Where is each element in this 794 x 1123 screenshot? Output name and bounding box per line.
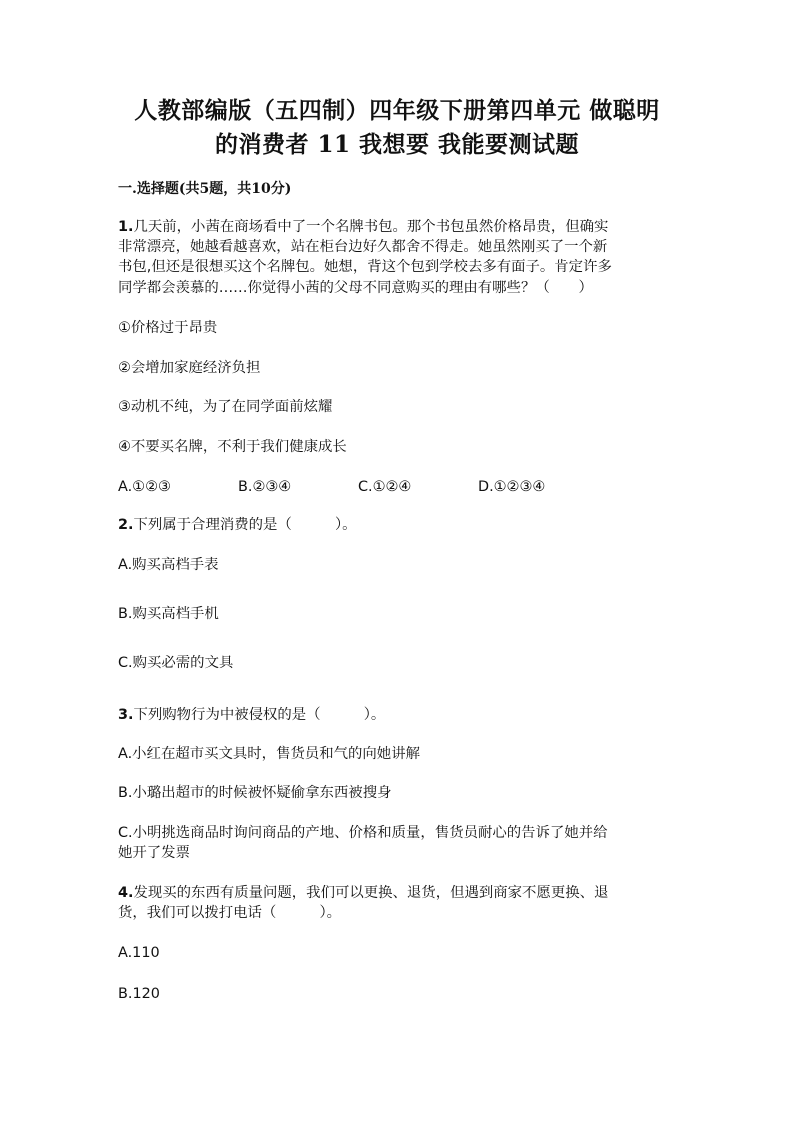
question-1-text-4: 同学都会羡慕的……你觉得小茜的父母不同意购买的理由有哪些？（ ） bbox=[118, 280, 593, 296]
question-2-option-a[interactable]: A.购买高档手表 bbox=[118, 557, 219, 573]
question-1-statement-4: ④不要买名牌，不利于我们健康成长 bbox=[118, 439, 347, 455]
question-4-option-b[interactable]: B.120 bbox=[118, 986, 160, 1002]
question-1-option-a[interactable]: A.①②③ bbox=[118, 479, 171, 495]
question-2-text: 下列属于合理消费的是（ ）。 bbox=[133, 517, 357, 533]
question-1-option-d[interactable]: D.①②③④ bbox=[478, 479, 546, 495]
question-3-line bbox=[118, 705, 385, 725]
question-1-text-3: 书包,但还是很想买这个名牌包。她想，背这个包到学校去多有面子。肯定许多 bbox=[118, 259, 612, 275]
document-title-line-1: 人教部编版（五四制）四年级下册第四单元 做聪明 bbox=[134, 97, 660, 124]
question-1-number: 1. bbox=[118, 219, 134, 235]
question-2-option-b[interactable]: B.购买高档手机 bbox=[118, 606, 219, 622]
question-1-option-b[interactable]: B.②③④ bbox=[238, 479, 292, 495]
question-1-statement-1: ①价格过于昂贵 bbox=[118, 320, 218, 336]
question-3-option-c-line-1[interactable]: C.小明挑选商品时询问商品的产地、价格和质量，售货员耐心的告诉了她并给 bbox=[118, 825, 608, 841]
document-title-line-2: 的消费者 11 我想要 我能要测试题 bbox=[214, 131, 580, 158]
question-1-option-c[interactable]: C.①②④ bbox=[358, 479, 412, 495]
question-4-line-1 bbox=[118, 883, 608, 903]
question-4-number: 4. bbox=[118, 885, 134, 901]
question-4-text-2: 货，我们可以拨打电话（ ）。 bbox=[118, 905, 342, 921]
question-3-option-b[interactable]: B.小璐出超市的时候被怀疑偷拿东西被搜身 bbox=[118, 785, 392, 801]
question-1-text-1: 几天前，小茜在商场看中了一个名牌书包。那个书包虽然价格昂贵，但确实 bbox=[133, 219, 609, 235]
question-3-option-c-line-2[interactable]: 她开了发票 bbox=[118, 845, 190, 861]
section-heading: 一.选择题(共5题，共10分) bbox=[118, 181, 292, 197]
question-1-line-1 bbox=[118, 217, 608, 237]
question-1-text-2: 非常漂亮，她越看越喜欢，站在柜台边好久都舍不得走。她虽然刚买了一个新 bbox=[118, 239, 608, 255]
question-2-option-c[interactable]: C.购买必需的文具 bbox=[118, 655, 234, 671]
question-3-option-a[interactable]: A.小红在超市买文具时，售货员和气的向她讲解 bbox=[118, 746, 420, 762]
question-2-line bbox=[118, 515, 357, 535]
question-4-text-1: 发现买的东西有质量问题，我们可以更换、退货，但遇到商家不愿更换、退 bbox=[133, 885, 609, 901]
question-3-text: 下列购物行为中被侵权的是（ ）。 bbox=[133, 707, 386, 723]
question-1-statement-2: ②会增加家庭经济负担 bbox=[118, 360, 261, 376]
question-1-statement-3: ③动机不纯，为了在同学面前炫耀 bbox=[118, 399, 333, 415]
question-4-option-a[interactable]: A.110 bbox=[118, 945, 160, 961]
question-3-number: 3. bbox=[118, 707, 134, 723]
question-2-number: 2. bbox=[118, 517, 134, 533]
